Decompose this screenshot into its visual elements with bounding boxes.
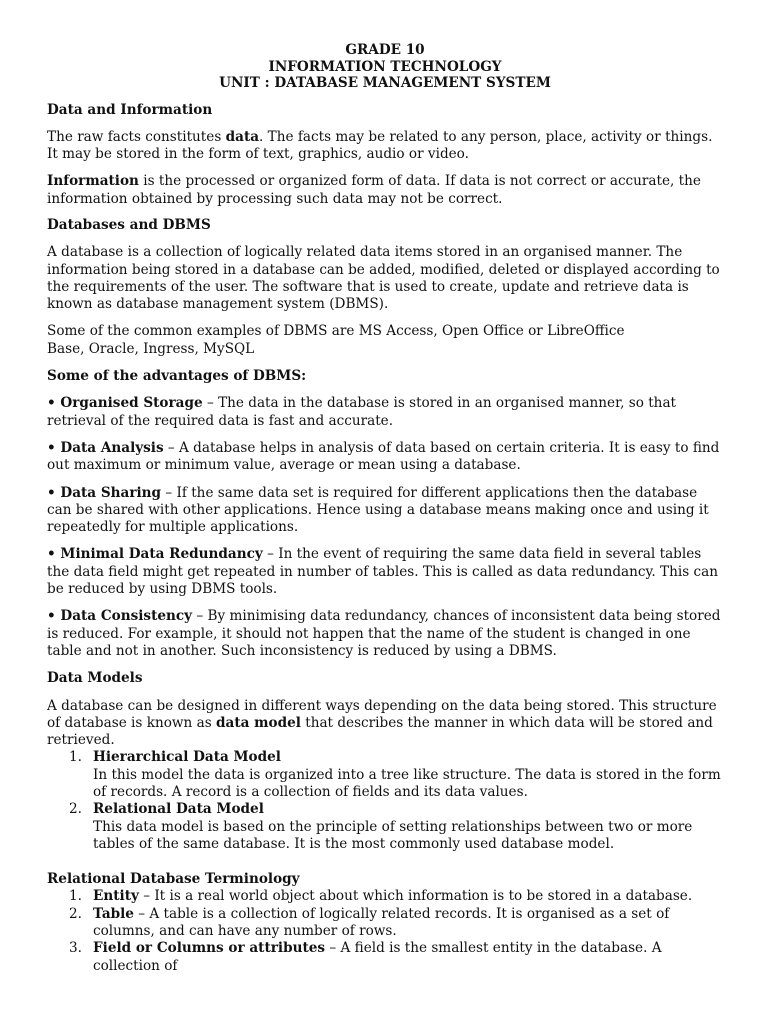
advantage-term: • Data Sharing [47,484,162,501]
paragraph-data-model-definition [47,698,723,750]
term-name: Table [93,905,134,922]
advantage-item [47,546,723,598]
list-item [47,940,723,975]
paragraph-dbms-examples [47,323,723,358]
text-run: Some of the common examples of DBMS are MS Access, Open Office or LibreOffice [47,323,625,340]
document-header [47,42,723,92]
list-item [47,801,723,853]
subject-title: INFORMATION TECHNOLOGY [268,58,502,75]
unit-title: UNIT : DATABASE MANAGEMENT SYSTEM [219,75,551,91]
list-number: 1. [69,888,82,905]
paragraph-data-definition [47,129,723,164]
heading-data-information: Data and Information [47,101,213,118]
bold-term: Information [47,173,139,190]
model-description: In this model the data is organized into a tree like structure. The data is stored in the form of records. A record is a collection of fields and its data values. [93,766,721,800]
list-number: 2. [69,905,82,922]
advantage-term: • Minimal Data Redundancy [47,546,263,563]
heading-data-models: Data Models [47,670,143,687]
paragraph-information-definition [47,173,723,208]
text-run: that describes the manner in which data will be stored and retrieved. [47,714,713,749]
terminology-list [47,888,723,974]
model-title: Relational Data Model [93,801,264,818]
text-run: The raw facts constitutes [47,128,226,145]
list-item [47,906,723,941]
advantage-item [47,395,723,430]
advantage-text: – The data in the database is stored in an organised manner, so that retrieval of the required data is fast and accurate. [47,395,677,429]
heading-advantages: Some of the advantages of DBMS: [47,368,307,385]
list-number: 2. [69,801,82,818]
term-name: Entity [93,888,139,905]
advantage-item [47,440,723,475]
advantage-term: • Data Analysis [47,439,164,456]
paragraph-database-definition: A database is a collection of logically related data items stored in an organised manner. The information being stored in a database can be added, modified, deleted or displayed according to the requirements of the user. The software that is used to create, update and retrieve data is known as database management system (DBMS). [47,244,720,313]
list-item [47,749,723,801]
term-definition: – It is a real world object about which information is to be stored in a database. [138,888,693,905]
text-run: . The facts may be related to any person, place, activity or things. It may be stored in the form of text, graphics, audio or video. [47,128,713,163]
advantage-term: • Data Consistency [47,608,193,625]
advantages-list [47,395,723,660]
model-description: This data model is based on the principle of setting relationships between two or more tables of the same database. It is the most commonly used database model. [93,818,693,852]
text-run: is the processed or organized form of data. If data is not correct or accurate, the information obtained by processing such data may not be correct. [47,173,701,207]
text-run: Base, Oracle, Ingress, MySQL [47,340,255,357]
heading-databases-dbms: Databases and DBMS [47,216,211,233]
advantage-item [47,485,723,537]
advantage-text: – By minimising data redundancy, chances of inconsistent data being stored is reduced. For example, it should not happen that the name of the student is changed in one table and not in another. Such inconsistency is reduced by using a DBMS. [47,608,721,659]
term-name: Field or Columns or attributes [93,940,326,957]
bold-term: data [225,128,260,145]
text-run: A database can be designed in different ways depending on the data being stored. This structure of database is known as [47,697,717,731]
list-number: 1. [69,749,82,766]
advantage-item [47,608,723,660]
document-page [47,42,723,975]
grade-title: GRADE 10 [345,42,425,58]
heading-terminology: Relational Database Terminology [47,871,300,888]
data-models-list [47,749,723,853]
list-number: 3. [69,940,82,957]
bold-term: data model [216,714,301,731]
model-title: Hierarchical Data Model [93,749,281,766]
advantage-text: – If the same data set is required for different applications then the database can be shared with other applications. Hence using a database means making once and using it repeatedly for multiple applications. [47,484,709,536]
term-definition: – A field is the smallest entity in the database. A collection of [93,940,662,974]
term-definition: – A table is a collection of logically related records. It is organised as a set of columns, and can have any number of rows. [93,905,670,940]
advantage-text: – A database helps in analysis of data based on certain criteria. It is easy to find out maximum or minimum value, average or mean using a database. [47,439,720,474]
advantage-term: • Organised Storage [47,395,203,412]
list-item [47,888,723,905]
advantage-text: – In the event of requiring the same data field in several tables the data field might get repeated in number of tables. This is called as data redundancy. This can be reduced by using DBMS tools. [47,546,718,598]
